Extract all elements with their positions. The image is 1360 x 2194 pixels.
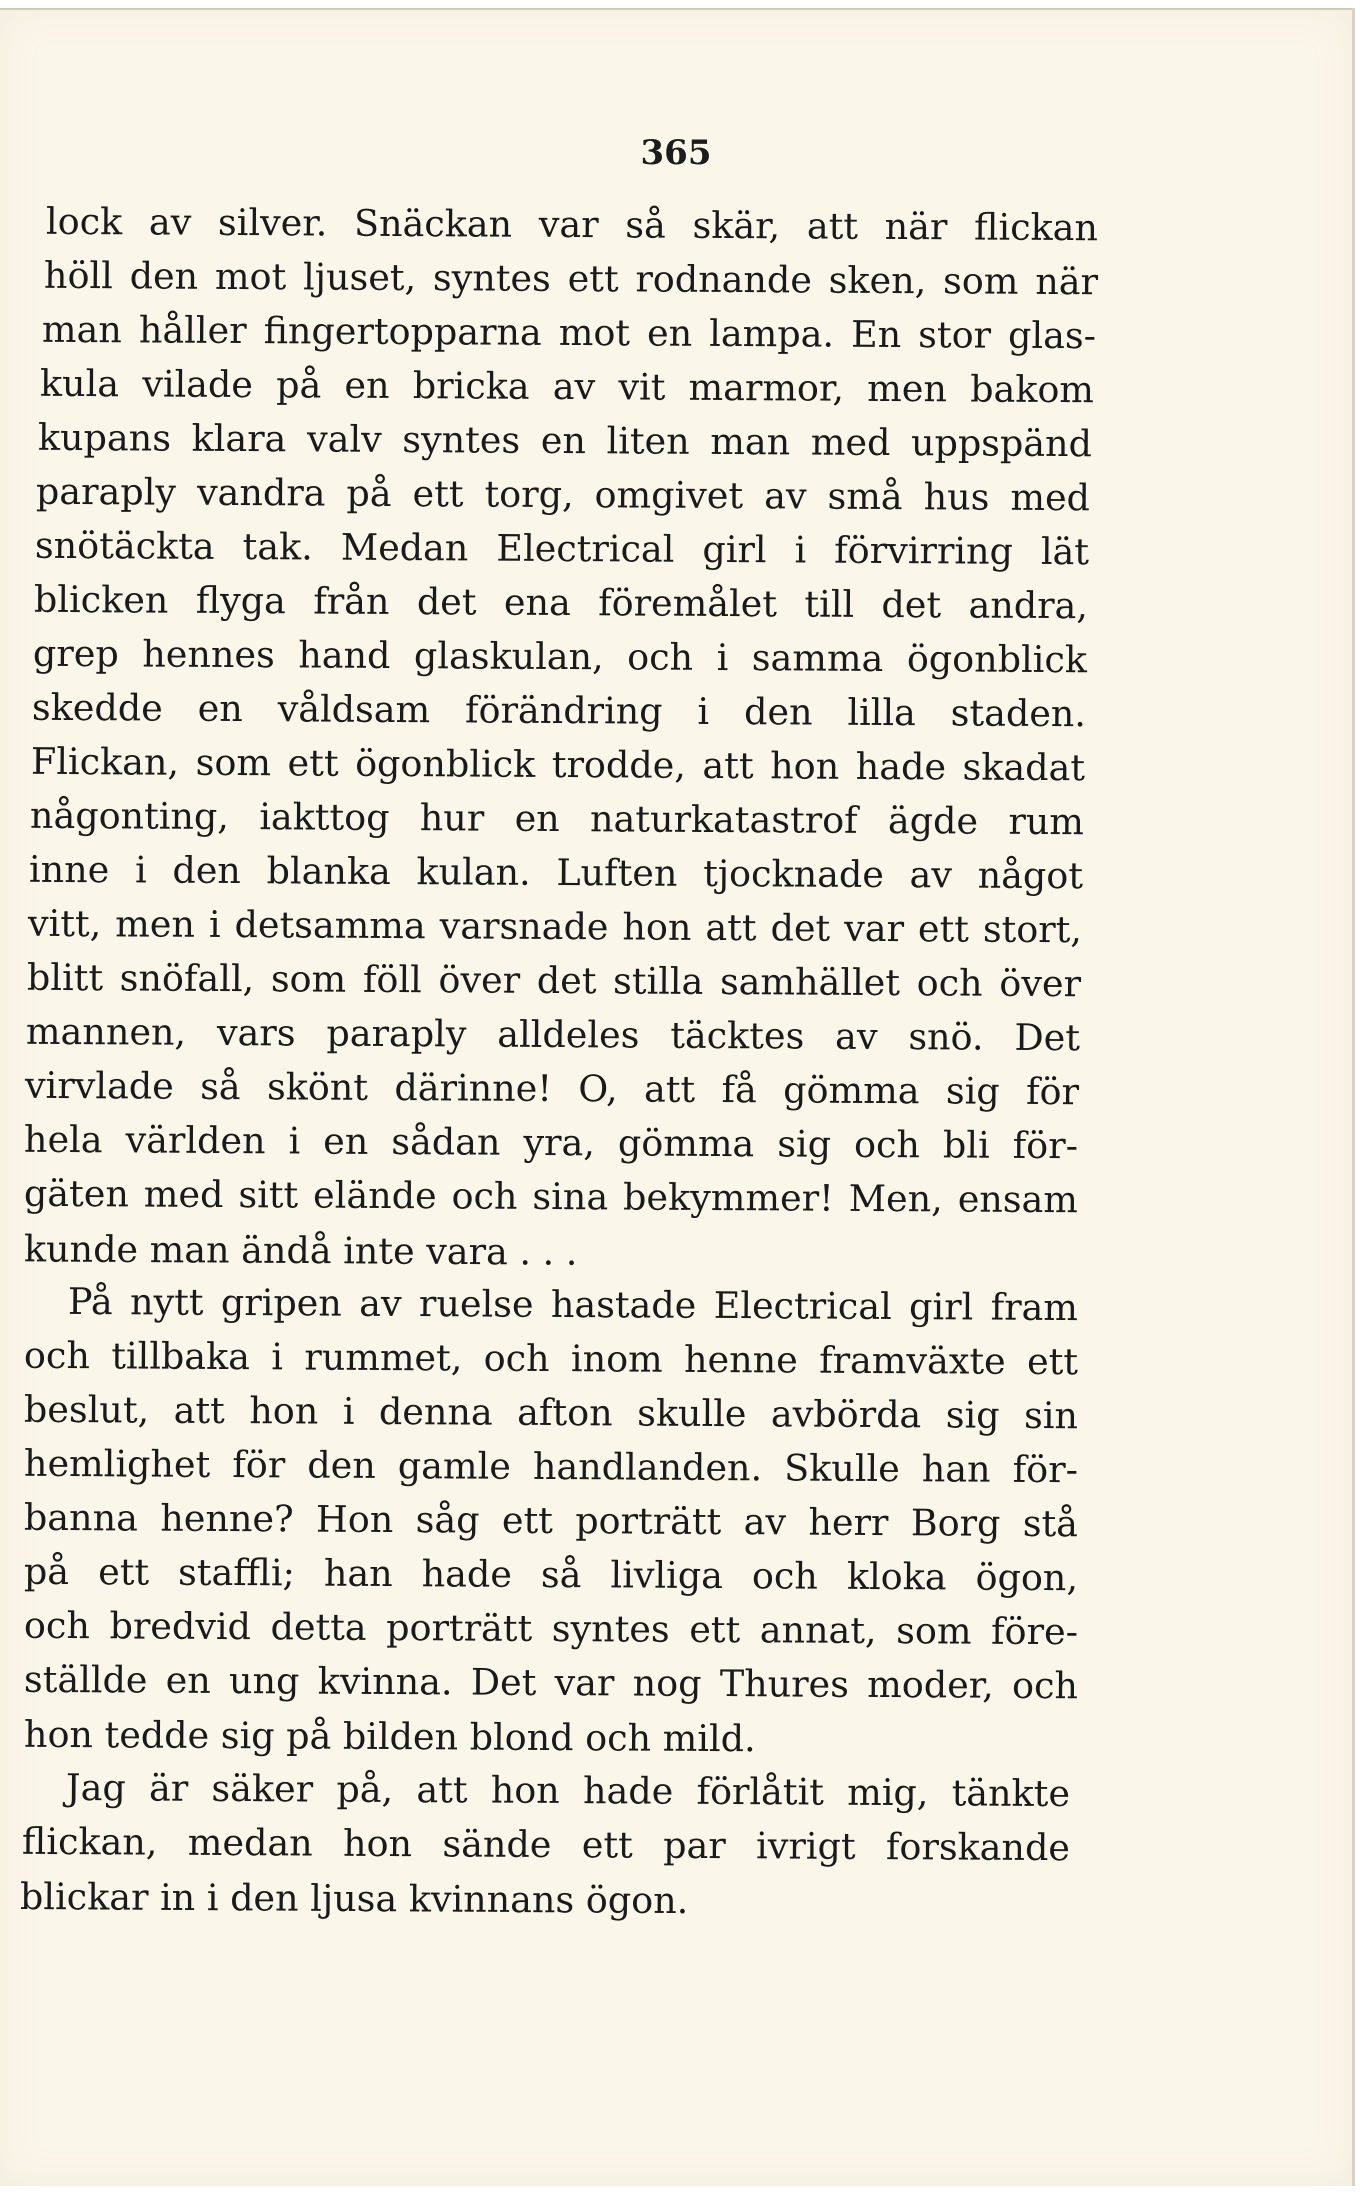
text-line: skedde en våldsam förändring i den lilla staden.: [31, 685, 1087, 736]
text-line: banna henne? Hon såg ett porträtt av herr Borg stå: [23, 1495, 1079, 1546]
text-line: snötäckta tak. Medan Electrical girl i förvirring lät: [34, 523, 1090, 574]
text-line: på ett staffli; han hade så livliga och kloka ögon,: [23, 1549, 1079, 1600]
text-line: grep hennes hand glaskulan, och i samma ögonblick: [32, 631, 1088, 682]
text-line: lock av silver. Snäckan var så skär, att när flickan: [45, 199, 1099, 250]
text-line: beslut, att hon i denna afton skulle avbörda sig sin: [23, 1387, 1079, 1438]
text-line: och bredvid detta porträtt syntes ett annat, som före-: [23, 1603, 1079, 1654]
text-line: gäten med sitt elände och sina bekymmer! Men, ensam: [23, 1171, 1079, 1222]
text-line: blitt snöfall, som föll över det stilla samhället och över: [26, 955, 1082, 1006]
text-line: ställde en ung kvinna. Det var nog Thures moder, och: [23, 1657, 1079, 1708]
text-line: mannen, vars paraply alldeles täcktes av snö. Det: [25, 1009, 1081, 1060]
text-line: hela världen i en sådan yra, gömma sig och bli för-: [23, 1117, 1079, 1168]
text-line: Flickan, som ett ögonblick trodde, att hon hade skadat: [30, 739, 1086, 790]
text-line: någonting, iakttog hur en naturkatastrof ägde rum: [29, 793, 1085, 844]
text-line: inne i den blanka kulan. Luften tjocknade av något: [28, 847, 1084, 898]
text-line: På nytt gripen av ruelse hastade Electrical girl fram: [67, 1279, 1079, 1330]
book-page: [0, 8, 1355, 2186]
text-line: kula vilade på en bricka av vit marmor, men bakom: [39, 361, 1095, 412]
text-line: höll den mot ljuset, syntes ett rodnande sken, som när: [43, 253, 1099, 304]
text-line: hon tedde sig på bilden blond och mild.: [23, 1712, 756, 1761]
page-number: 365: [640, 133, 712, 173]
text-line: paraply vandra på ett torg, omgivet av små hus med: [35, 469, 1091, 520]
text-line: blickar in i den ljusa kvinnans ögon.: [19, 1874, 689, 1923]
text-line: och tillbaka i rummet, och inom henne framväxte ett: [23, 1333, 1079, 1384]
text-line: vitt, men i detsamma varsnade hon att det var ett stort,: [27, 901, 1083, 952]
text-line: kunde man ändå inte vara . . .: [23, 1227, 578, 1274]
text-line: man håller fingertopparna mot en lampa. En stor glas-: [41, 307, 1097, 358]
text-line: virvlade så skönt därinne! O, att få gömma sig för: [24, 1063, 1080, 1114]
text-line: flickan, medan hon sände ett par ivrigt forskande: [21, 1819, 1071, 1870]
text-line: hemlighet för den gamle handlanden. Skulle han för-: [23, 1441, 1079, 1492]
text-line: Jag är säker på, att hon hade förlåtit mig, tänkte: [65, 1765, 1071, 1816]
text-line: kupans klara valv syntes en liten man med uppspänd: [37, 415, 1093, 466]
text-line: blicken flyga från det ena föremålet till det andra,: [33, 577, 1089, 628]
page-top-edge: [0, 8, 1352, 20]
